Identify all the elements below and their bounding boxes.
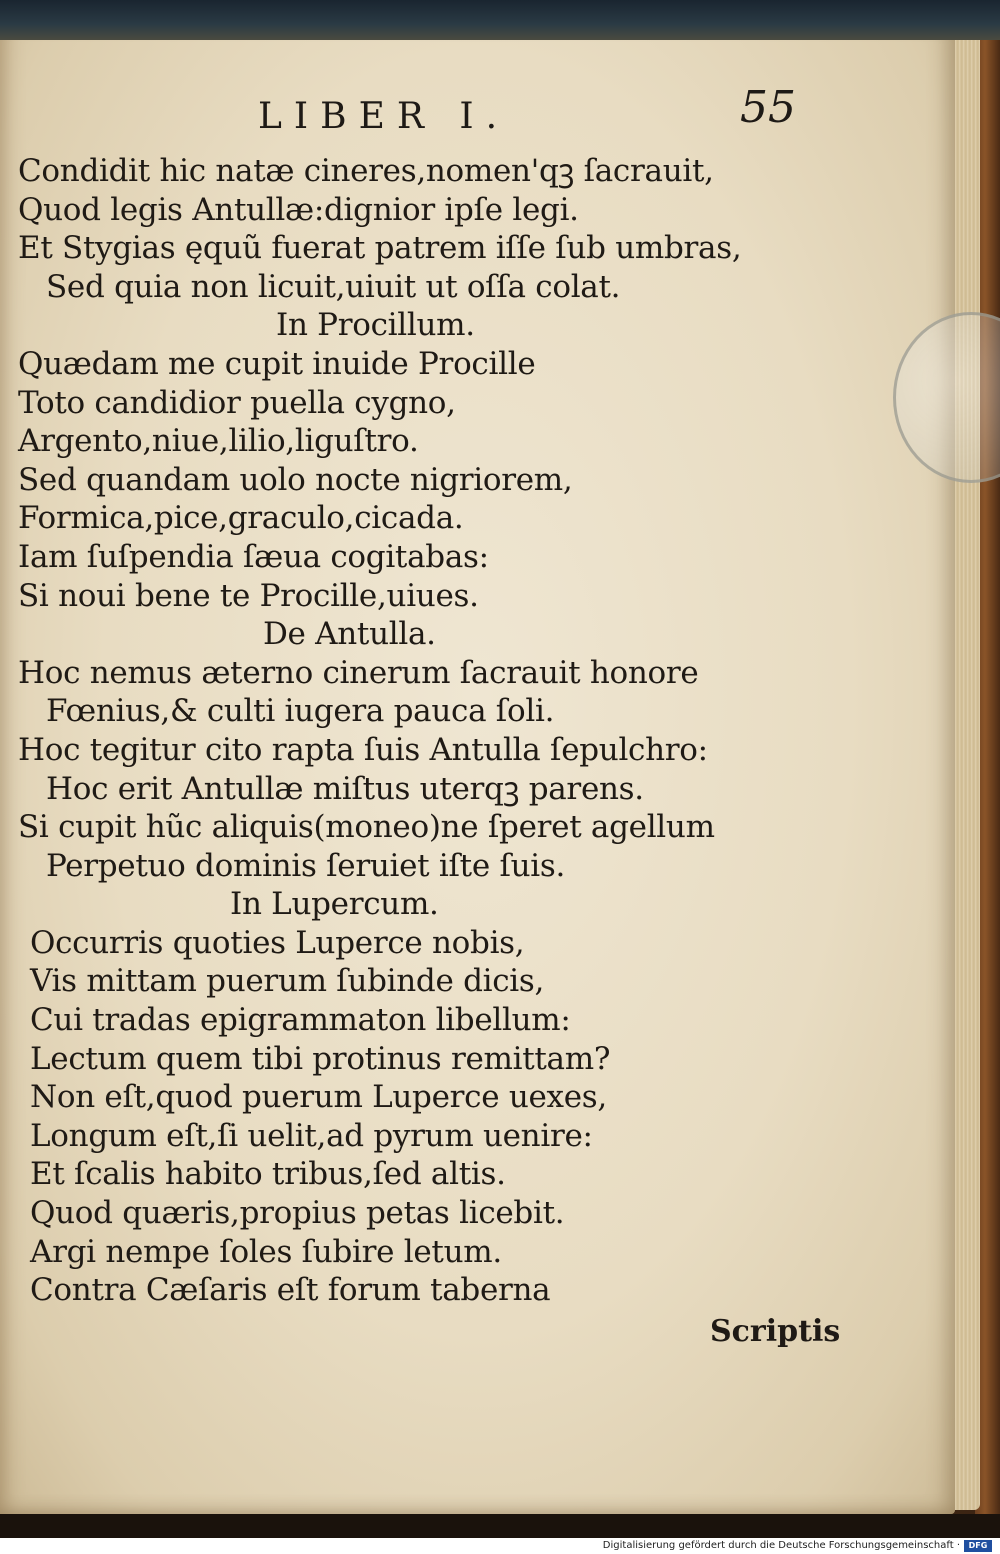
running-head: LIBER I. — [258, 96, 510, 137]
text-line: Condidit hic natæ cineres,nomen'qꝫ ſacrauit, — [18, 153, 714, 189]
poem-heading: De Antulla. — [263, 616, 436, 653]
text-line: Quædam me cupit inuide Procille — [18, 345, 536, 382]
text-line: Iam ſuſpendia ſæua cogitabas: — [18, 538, 489, 575]
text-line: Formica,pice,graculo,cicada. — [18, 500, 464, 537]
catchword: Scriptis — [710, 1314, 841, 1349]
text-line: Sed quandam uolo nocte nigriorem, — [18, 461, 573, 498]
text-line: Cui tradas epigrammaton libellum: — [30, 1002, 571, 1039]
footer-bar — [0, 1538, 1000, 1554]
footer-credit: Digitalisierung gefördert durch die Deutsche Forschungsgemeinschaft · — [602, 1540, 960, 1551]
text-line: Si noui bene te Procille,uiues. — [18, 577, 479, 614]
text-line: Non eſt,quod puerum Luperce uexes, — [30, 1079, 607, 1116]
bottom-edge — [0, 1514, 1000, 1538]
text-line: Quod legis Antullæ:dignior ipſe legi. — [18, 191, 579, 228]
text-line: Hoc tegitur cito rapta ſuis Antulla ſepulchro: — [18, 731, 708, 768]
text-line: Quod quæris,propius petas licebit. — [30, 1195, 565, 1232]
text-line: Lectum quem tibi protinus remittam? — [30, 1040, 611, 1077]
text-line: Hoc erit Antullæ miſtus uterqꝫ parens. — [46, 770, 644, 807]
text-line: Contra Cæſaris eſt forum taberna — [30, 1272, 551, 1309]
text-line: Sed quia non licuit,uiuit ut oſſa colat. — [46, 268, 621, 305]
top-edge — [0, 0, 1000, 40]
text-line: Occurris quoties Luperce nobis, — [30, 924, 525, 961]
text-line: Et Stygias ęquũ fuerat patrem iſſe ſub umbras, — [18, 230, 742, 267]
text-line: Et ſcalis habito tribus,ſed altis. — [30, 1156, 506, 1193]
text-line: Perpetuo dominis ſeruiet iſte ſuis. — [46, 847, 566, 884]
poem-heading: In Procillum. — [276, 307, 475, 344]
text-line: Toto candidior puella cygno, — [18, 384, 456, 421]
text-block — [18, 152, 838, 1310]
text-line: Longum eſt,ſi uelit,ad pyrum uenire: — [30, 1117, 593, 1154]
page-number: 55 — [740, 82, 796, 133]
text-line: Fœnius,& culti iugera pauca ſoli. — [46, 693, 555, 730]
text-line: Argento,niue,lilio,liguſtro. — [18, 423, 419, 460]
text-line: Hoc nemus æterno cinerum ſacrauit honore — [18, 654, 699, 691]
poem-heading: In Lupercum. — [230, 886, 439, 923]
text-line: Argi nempe ſoles ſubire letum. — [30, 1233, 502, 1270]
text-line: Vis mittam puerum ſubinde dicis, — [30, 963, 545, 1000]
text-line: Si cupit hũc aliquis(moneo)ne ſperet agellum — [18, 809, 715, 846]
dfg-logo: DFG — [964, 1540, 992, 1552]
